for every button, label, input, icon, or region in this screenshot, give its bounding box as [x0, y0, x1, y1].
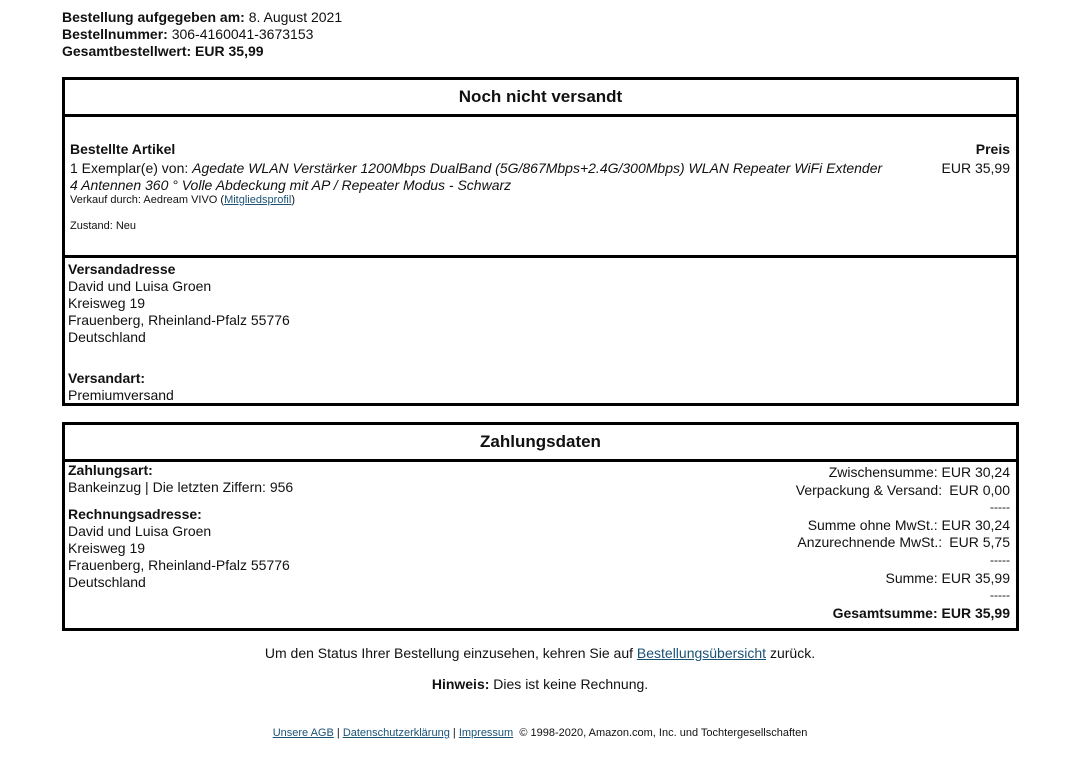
seller-profile-link[interactable]: Mitgliedsprofil	[224, 194, 292, 206]
subtotal-value: EUR 30,24	[941, 464, 1010, 480]
legal-footer	[0, 727, 1080, 739]
order-number-value: 306-4160041-3673153	[171, 26, 314, 42]
summary-separator: -----	[990, 588, 1010, 603]
shipping-cost-row	[680, 482, 1010, 500]
status-note	[0, 645, 1080, 661]
item-price: EUR 35,99	[941, 160, 1010, 176]
sum-label: Summe:	[885, 569, 938, 586]
shipping-cost-label: Verpackung & Versand:	[795, 481, 943, 498]
billing-address-line: Kreisweg 19	[68, 540, 146, 556]
order-summary	[680, 464, 1010, 622]
order-number-line	[62, 26, 1019, 43]
seller-suffix: )	[291, 194, 295, 206]
order-total-label: Gesamtbestellwert: EUR 35,99	[62, 43, 264, 59]
shipment-box	[62, 77, 1019, 406]
item-condition: Zustand: Neu	[70, 220, 137, 232]
shipment-status-title: Noch nicht versandt	[65, 80, 1016, 117]
billing-address-line: Frauenberg, Rheinland-Pfalz 55776	[68, 557, 290, 573]
shipping-address-line: Deutschland	[68, 329, 146, 345]
vat-label: Anzurechnende MwSt.:	[797, 534, 943, 551]
grand-total-row	[680, 605, 1010, 623]
summary-separator: -----	[990, 500, 1010, 515]
hint-label: Hinweis:	[431, 676, 490, 692]
order-date-value: 8. August 2021	[248, 9, 343, 25]
hint-note	[0, 676, 1080, 692]
item-description	[70, 160, 890, 194]
payment-type-label: Zahlungsart:	[68, 462, 153, 478]
copyright: © 1998-2020, Amazon.com, Inc. und Tochtergesellschaften	[519, 727, 808, 739]
sum-value: EUR 35,99	[941, 569, 1010, 586]
sum-row	[680, 570, 1010, 588]
shipping-method-value: Premiumversand	[68, 387, 174, 403]
shipping-address-line: Kreisweg 19	[68, 295, 146, 311]
order-date-line	[62, 9, 1019, 26]
status-prefix: Um den Status Ihrer Bestellung einzusehen, kehren Sie auf	[264, 645, 637, 661]
order-header	[62, 9, 1019, 60]
billing-address-line: David und Luisa Groen	[68, 523, 212, 539]
hint-text: Dies ist keine Rechnung.	[489, 676, 649, 692]
payment-type-value: Bankeinzug | Die letzten Ziffern: 956	[68, 479, 294, 495]
order-total-line	[62, 43, 1019, 60]
grand-total-label: Gesamtsumme:	[832, 604, 938, 621]
shipping-address-label: Versandadresse	[68, 261, 176, 277]
price-header: Preis	[975, 141, 1010, 157]
ordered-items-section	[65, 117, 1016, 258]
vat-value: EUR 5,75	[949, 534, 1010, 551]
shipping-address-line: David und Luisa Groen	[68, 278, 212, 294]
item-quantity: 1 Exemplar(e) von:	[70, 160, 193, 176]
order-date-label: Bestellung aufgegeben am:	[62, 9, 245, 25]
billing-address-label: Rechnungsadresse:	[68, 506, 202, 522]
net-total-row	[680, 517, 1010, 535]
net-total-value: EUR 30,24	[941, 516, 1010, 533]
summary-separator: -----	[990, 552, 1010, 567]
subtotal-label: Zwischensumme:	[828, 464, 938, 480]
grand-total-value: EUR 35,99	[941, 604, 1010, 621]
link-separator: |	[452, 727, 456, 739]
seller-info	[70, 194, 295, 206]
payment-title: Zahlungsdaten	[65, 425, 1016, 462]
order-overview-link[interactable]: Bestellungsübersicht	[636, 645, 767, 661]
item-name: Agedate WLAN Verstärker 1200Mbps DualBand (5G/867Mbps+2.4G/300Mbps) WLAN Repeater WiFi Extender 4 Antennen 360 ° Volle Abdeckung mit AP / Repeater Modus - Schwarz	[70, 160, 883, 193]
privacy-link[interactable]: Datenschutzerklärung	[342, 727, 450, 739]
billing-address-line: Deutschland	[68, 574, 146, 590]
subtotal-row	[680, 464, 1010, 482]
seller-prefix: Verkauf durch: Aedream VIVO (	[70, 194, 225, 206]
shipping-cost-value: EUR 0,00	[949, 481, 1010, 498]
link-separator: |	[336, 727, 340, 739]
status-suffix: zurück.	[766, 645, 816, 661]
payment-box	[62, 422, 1019, 631]
items-header-row	[70, 141, 1010, 157]
terms-link[interactable]: Unsere AGB	[272, 727, 334, 739]
order-number-label: Bestellnummer:	[62, 26, 168, 42]
items-header: Bestellte Artikel	[70, 141, 176, 157]
shipping-address-section	[65, 258, 1016, 404]
payment-details	[68, 462, 293, 591]
shipping-method-label: Versandart:	[68, 370, 146, 386]
net-total-label: Summe ohne MwSt.:	[807, 516, 938, 533]
vat-row	[680, 534, 1010, 552]
shipping-address-line: Frauenberg, Rheinland-Pfalz 55776	[68, 312, 290, 328]
imprint-link[interactable]: Impressum	[458, 727, 514, 739]
